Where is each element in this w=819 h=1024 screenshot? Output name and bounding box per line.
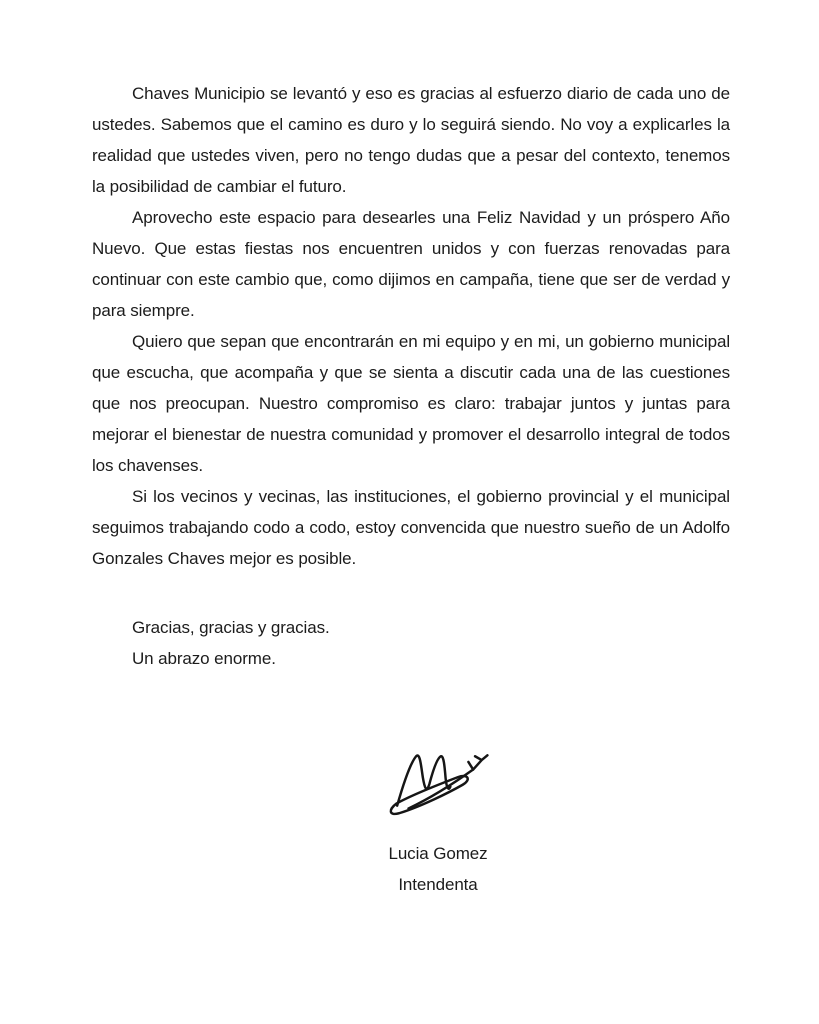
signatory-title: Intendenta — [398, 875, 478, 894]
signatory-name: Lucia Gomez — [388, 844, 488, 863]
paragraph-4: Si los vecinos y vecinas, las instituciones, el gobierno provincial y el municipal seguimos trabajando codo a codo, estoy convencida que nuestro sueño de un Adolfo Gonzales Chaves mejor es posible. — [92, 487, 730, 568]
closing-line-thanks: Gracias, gracias y gracias. — [132, 618, 330, 637]
signature-block — [119, 742, 757, 900]
paragraph-1: Chaves Municipio se levantó y eso es gracias al esfuerzo diario de cada uno de ustedes. Sabemos que el camino es duro y lo seguirá siendo. No voy a explicarles la realidad que ustedes viven, pero no tengo dudas que a pesar del contexto, tenemos la posibilidad de cambiar el futuro. — [92, 84, 730, 196]
paragraph-3: Quiero que sepan que encontrarán en mi equipo y en mi, un gobierno municipal que escucha, que acompaña y que se sienta a discutir cada una de las cuestiones que nos preocupan. Nuestro compromiso es claro: trabajar juntos y juntas para mejorar el bienestar de nuestra comunidad y promover el desarrollo integral de todos los chavenses. — [92, 332, 730, 475]
letter-body — [92, 78, 730, 900]
paragraph-2: Aprovecho este espacio para desearles una Feliz Navidad y un próspero Año Nuevo. Que estas fiestas nos encuentren unidos y con fuerzas renovadas para continuar con este cambio que, como dijimos en campaña, tiene que ser de verdad y para siempre. — [92, 208, 730, 320]
signature-image — [379, 742, 497, 818]
closing-line-hug: Un abrazo enorme. — [132, 649, 276, 668]
